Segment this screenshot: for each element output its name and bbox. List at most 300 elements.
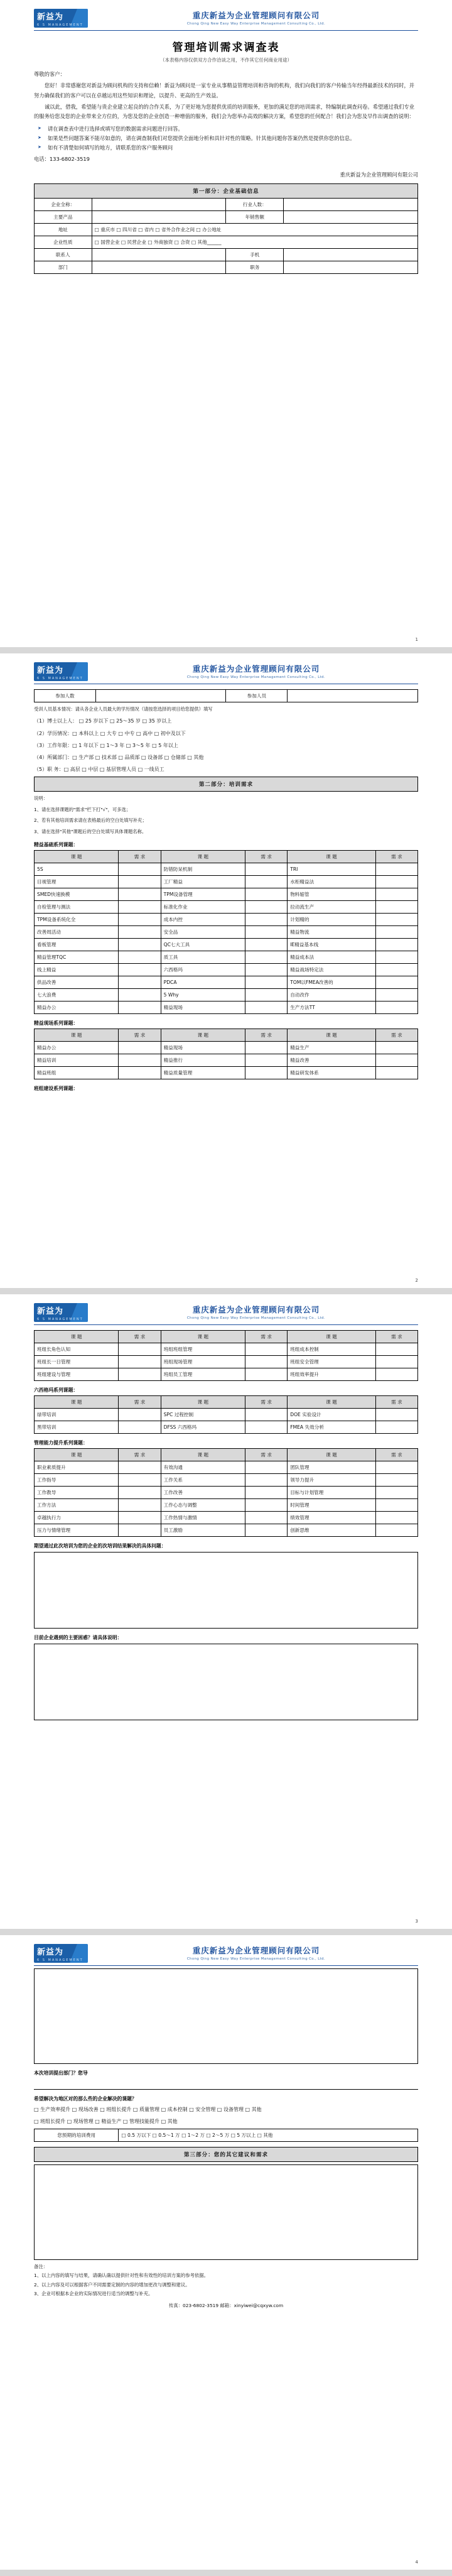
- need-cell[interactable]: [245, 951, 288, 963]
- table-row: [35, 938, 418, 951]
- section4-bar-table: [34, 2147, 418, 2162]
- course-cell: 团队管理: [288, 1461, 376, 1474]
- table-row: [35, 863, 418, 875]
- need-cell[interactable]: [245, 963, 288, 976]
- course-cell: 班组建设与管理: [35, 1368, 119, 1381]
- course-cell: 班组现场管理: [161, 1356, 245, 1368]
- note-1: 1、请在选择课题的"需求"栏下打"√"，可多选；: [34, 806, 131, 812]
- need-cell[interactable]: [245, 1066, 288, 1079]
- need-cell[interactable]: [245, 1001, 288, 1013]
- course-cell: 标准化作业: [161, 900, 245, 913]
- need-cell[interactable]: [245, 1461, 288, 1474]
- need-cell[interactable]: [119, 1474, 161, 1487]
- table-row: [35, 1001, 418, 1013]
- edu-row[interactable]: （5）职 务：□ 高层 □ 中层 □ 基层管理人员 □ 一线员工: [34, 767, 164, 773]
- header-company-en: Chong Qing New Easy Way Enterprise Management Consulting Co., Ltd.: [186, 22, 326, 26]
- table-row: [35, 988, 418, 1001]
- course-cell: 压力与情绪管理: [35, 1524, 119, 1537]
- page-subtitle: （本表格内容仅供双方合作洽谈之用，不作其它任何商业用途）: [160, 57, 292, 63]
- course-cell: 班组长角色认知: [35, 1343, 119, 1356]
- need-cell[interactable]: [119, 1421, 161, 1434]
- need-cell[interactable]: [119, 863, 161, 875]
- table-row: [35, 1461, 418, 1474]
- col-header: 需 求: [119, 850, 161, 863]
- course-cell: 供品改善: [35, 976, 119, 988]
- col-header: 需 求: [245, 850, 288, 863]
- table-row: [35, 1368, 418, 1381]
- need-cell[interactable]: [375, 1512, 417, 1524]
- col-header: 需 求: [375, 1396, 417, 1409]
- course-cell: QC七大工具: [161, 938, 245, 951]
- course-cell: 自动改作: [288, 988, 376, 1001]
- table-row: [35, 1499, 418, 1512]
- page-header: [34, 662, 418, 681]
- course-cell: 看板管理: [35, 938, 119, 951]
- course-cell: 七大浪费: [35, 988, 119, 1001]
- need-cell[interactable]: [375, 1524, 417, 1537]
- need-cell[interactable]: [375, 988, 417, 1001]
- logo-text: 新益为: [37, 1948, 64, 1957]
- need-cell[interactable]: [119, 951, 161, 963]
- free-answer-box-bottom[interactable]: [34, 2164, 418, 2260]
- course-cell: 工作关系: [161, 1474, 245, 1487]
- col-header: 课 题: [288, 1449, 376, 1461]
- course-cell: 六西格玛: [161, 963, 245, 976]
- col-header: 课 题: [288, 1331, 376, 1343]
- course-cell: 5 Why: [161, 988, 245, 1001]
- question-1-answer[interactable]: [34, 1552, 418, 1629]
- need-cell[interactable]: [245, 875, 288, 888]
- need-cell[interactable]: [375, 1001, 417, 1013]
- need-cell[interactable]: [375, 1041, 417, 1054]
- need-cell[interactable]: [245, 1499, 288, 1512]
- need-cell[interactable]: [119, 963, 161, 976]
- course-cell: 班组班组管理: [161, 1343, 245, 1356]
- col-header: 需 求: [245, 1029, 288, 1041]
- field-company-name[interactable]: [92, 198, 226, 210]
- course-cell: 班组安全管理: [288, 1356, 376, 1368]
- edu-row[interactable]: （2）学历情况：□ 本科以上 □ 大专 □ 中专 □ 高中 □ 初中及以下: [34, 730, 186, 736]
- course-cell: DFSS 六西格玛: [161, 1421, 245, 1434]
- need-cell[interactable]: [375, 1474, 417, 1487]
- col-header: 课 题: [35, 1029, 119, 1041]
- course-cell: 成本内控: [161, 913, 245, 925]
- free-answer-box-top[interactable]: [34, 1968, 418, 2064]
- need-cell[interactable]: [245, 976, 288, 988]
- need-cell[interactable]: [375, 875, 417, 888]
- footnote-title: 备注：: [34, 2264, 48, 2270]
- col-header: 需 求: [375, 1331, 417, 1343]
- question-2-answer[interactable]: [34, 1644, 418, 1720]
- need-cell[interactable]: [375, 963, 417, 976]
- page-number: 1: [415, 637, 418, 642]
- need-cell[interactable]: [119, 1409, 161, 1421]
- need-cell[interactable]: [245, 1041, 288, 1054]
- course-cell: TPM设备管理: [161, 888, 245, 900]
- logo-text: 新益为: [37, 666, 64, 675]
- signature-line: 重庆新益为企业管理顾问有限公司: [340, 171, 418, 178]
- label-position: 职务: [226, 261, 284, 273]
- course-cell: 质工具: [161, 951, 245, 963]
- need-cell[interactable]: [119, 1041, 161, 1054]
- question-4-options-row2[interactable]: □ 班组长提升 □ 现场管理 □ 精益生产 □ 管理技能提升 □ 其他: [34, 2119, 178, 2125]
- need-cell[interactable]: [245, 1487, 288, 1499]
- label-sales: 年销售额: [226, 210, 284, 223]
- course-cell: 精益生产: [288, 1041, 376, 1054]
- budget-table: [34, 2129, 418, 2142]
- section1-bar: 第一部分：企业基础信息: [35, 183, 418, 198]
- course-cell: 目标与计划管理: [288, 1487, 376, 1499]
- table-row: [35, 1474, 418, 1487]
- need-cell[interactable]: [119, 988, 161, 1001]
- label-budget: 您预期的培训费用: [35, 2129, 119, 2142]
- cat1-title: 精益基础系列课题：: [34, 841, 78, 848]
- course-cell: FMEA 失效分析: [288, 1421, 376, 1434]
- col-header: 需 求: [375, 850, 417, 863]
- field-industry[interactable]: [284, 198, 418, 210]
- page-number: 2: [415, 1278, 418, 1283]
- need-cell[interactable]: [375, 1421, 417, 1434]
- course-cell: 防错防呆机制: [161, 863, 245, 875]
- section1-table: [34, 183, 418, 274]
- course-cell: 精益班组: [35, 1066, 119, 1079]
- course-cell: 有效沟通: [161, 1461, 245, 1474]
- need-cell[interactable]: [245, 863, 288, 875]
- company-logo: [34, 1303, 88, 1322]
- edu-row[interactable]: （4）所属部门：□ 生产部 □ 技术部 □ 品质部 □ 设备部 □ 仓储部 □ 其他: [34, 754, 204, 760]
- logo-subtext: 6 S MANAGEMENT: [37, 1318, 83, 1321]
- course-cell: 班组长一日管理: [35, 1356, 119, 1368]
- table-row: [35, 888, 418, 900]
- need-cell[interactable]: [119, 1054, 161, 1066]
- course-cell: 工作改善: [161, 1487, 245, 1499]
- label-industry: 行业人数：: [226, 198, 284, 210]
- need-cell[interactable]: [119, 888, 161, 900]
- col-header: 课 题: [161, 1396, 245, 1409]
- table-row: [35, 875, 418, 888]
- course-cell: 安全品: [161, 925, 245, 938]
- course-cell: 班组成本控制: [288, 1343, 376, 1356]
- course-cell: 生产方法TT: [288, 1001, 376, 1013]
- field-participants[interactable]: [95, 690, 226, 702]
- course-cell: 线上精益: [35, 963, 119, 976]
- course-cell: 精益研发体系: [288, 1066, 376, 1079]
- course-cell: 物料缩管: [288, 888, 376, 900]
- intro-paragraph-1: 您好！非常感谢您对新益为顾问机构的支持和信赖！新益为顾问是一家专业从事精益管理培训和咨询的机构，我们向我们的客户传输当年经得最新技术的同时，并努力确保我们的客户可以在卓越运用这些知识和理论，以提升、更高的生产效益。: [34, 82, 415, 99]
- need-cell[interactable]: [119, 938, 161, 951]
- need-cell[interactable]: [245, 1512, 288, 1524]
- table-row: [35, 925, 418, 938]
- need-cell[interactable]: [375, 863, 417, 875]
- salutation: 尊敬的客户：: [34, 71, 65, 77]
- label-company-name: 企业全称：: [35, 198, 92, 210]
- need-cell[interactable]: [245, 913, 288, 925]
- need-cell[interactable]: [245, 1054, 288, 1066]
- need-cell[interactable]: [245, 1368, 288, 1381]
- label-contact: 联系人: [35, 248, 92, 261]
- course-cell: 5S: [35, 863, 119, 875]
- course-cell: 员工激励: [161, 1524, 245, 1537]
- header-divider: [34, 1324, 418, 1325]
- field-participant-type[interactable]: [288, 690, 418, 702]
- need-cell[interactable]: [119, 1343, 161, 1356]
- footnote-item: 3、企业可根据本企业的实际情况进行适当的调整与补充。: [34, 2290, 153, 2296]
- footer-contact: 传真：023-6802-3519 邮箱：xinyiwei@cqxyw.com: [168, 2302, 284, 2308]
- col-header: 需 求: [119, 1449, 161, 1461]
- need-cell[interactable]: [375, 888, 417, 900]
- note-title: 说明：: [34, 795, 48, 802]
- course-cell: 精益培训: [35, 1054, 119, 1066]
- col-header: 需 求: [375, 1449, 417, 1461]
- course-cell: 精益办公: [35, 1001, 119, 1013]
- col-header: 需 求: [119, 1396, 161, 1409]
- edu-row[interactable]: （1）博士以上人： □ 25 岁以下 □ 25～35 岁 □ 35 岁以上: [34, 718, 172, 724]
- question-3-answer[interactable]: [34, 2078, 418, 2090]
- need-cell[interactable]: [375, 1066, 417, 1079]
- col-header: 需 求: [245, 1396, 288, 1409]
- cat2-title: 精益现场系列课题：: [34, 1020, 78, 1026]
- label-product: 主要产品: [35, 210, 92, 223]
- need-cell[interactable]: [245, 1421, 288, 1434]
- cat-c-table: [34, 1448, 418, 1537]
- footnote-item: 1、以上内容的填写与结果，请确认确以提供针对性和有效性的培训方案的参考依据。: [34, 2273, 209, 2279]
- need-cell[interactable]: [375, 1461, 417, 1474]
- course-cell: TOM以FMEA改善的: [288, 976, 376, 988]
- field-budget-options[interactable]: □ 0.5 万以下 □ 0.5～1 万 □ 1～2 万 □ 2～5 万 □ 5 万以上 □ 其他: [119, 2129, 418, 2142]
- edu-intro: 受训人员基本情况：请从各企业人员最大的学历情况（请按您选择的项目给您提供）填写: [34, 706, 213, 712]
- table-row: [35, 913, 418, 925]
- question-3-label: 本次培训提出部门？您导: [34, 2070, 88, 2076]
- page-2: [0, 653, 452, 1288]
- field-dept[interactable]: [92, 261, 226, 273]
- question-1-label: 期望通过此次培训为您的企业的次培训结果解决的具体问题：: [34, 1543, 166, 1549]
- course-cell: SPC 过程控制: [161, 1409, 245, 1421]
- col-header: 课 题: [35, 1331, 119, 1343]
- need-cell[interactable]: [119, 1487, 161, 1499]
- company-logo: [34, 9, 88, 28]
- need-cell[interactable]: [119, 1066, 161, 1079]
- page-number: 4: [415, 2560, 418, 2565]
- need-cell[interactable]: [245, 1524, 288, 1537]
- need-cell[interactable]: [119, 1356, 161, 1368]
- need-cell[interactable]: [119, 875, 161, 888]
- field-mobile[interactable]: [284, 248, 418, 261]
- question-2-label: 目前企业遇到的主要困惑？请具体说明：: [34, 1635, 122, 1640]
- cat-b-title: 六西格玛系列课题：: [34, 1387, 78, 1393]
- company-logo: [34, 662, 88, 681]
- table-row: [35, 1409, 418, 1421]
- header-divider: [34, 1965, 418, 1966]
- need-cell[interactable]: [245, 1474, 288, 1487]
- need-cell[interactable]: [375, 900, 417, 913]
- section4-bar: 第三部分：您的其它建议和需求: [35, 2148, 418, 2162]
- course-cell: 班组员工管理: [161, 1368, 245, 1381]
- list-item: ➤ 请在调查表中进行选择或填写您的数据需求问题进行回答。: [34, 124, 418, 134]
- need-cell[interactable]: [375, 1356, 417, 1368]
- table-row: [35, 1524, 418, 1537]
- cat-a-table: [34, 1330, 418, 1381]
- need-cell[interactable]: [375, 1409, 417, 1421]
- course-cell: TRI: [288, 863, 376, 875]
- need-cell[interactable]: [375, 976, 417, 988]
- page-1: [0, 0, 452, 647]
- course-cell: 工作方法: [35, 1499, 119, 1512]
- course-cell: 拉动流生产: [288, 900, 376, 913]
- course-cell: 精益办公: [35, 1041, 119, 1054]
- table-row: [35, 1512, 418, 1524]
- label-mobile: 手机: [226, 248, 284, 261]
- need-cell[interactable]: [119, 900, 161, 913]
- col-header: 课 题: [288, 1396, 376, 1409]
- cat-b-table: [34, 1395, 418, 1434]
- footnote-item: 2、以上内容及可以根据客户不同需要定制的内容的增加更改与调整和建议。: [34, 2281, 190, 2288]
- course-cell: 领导力提升: [288, 1474, 376, 1487]
- note-3: 3、请在选择"其他"课题后的空白处填写具体课题名称。: [34, 828, 147, 834]
- need-cell[interactable]: [119, 925, 161, 938]
- col-header: 需 求: [119, 1331, 161, 1343]
- course-cell: IE精益基本线: [288, 938, 376, 951]
- course-cell: TPM设备系统化全: [35, 913, 119, 925]
- need-cell[interactable]: [375, 1487, 417, 1499]
- cat-c-title: 管理能力提升系列课题：: [34, 1440, 88, 1446]
- header-company-en: Chong Qing New Easy Way Enterprise Management Consulting Co., Ltd.: [186, 1316, 326, 1320]
- course-cell: 工厂精益: [161, 875, 245, 888]
- need-cell[interactable]: [375, 925, 417, 938]
- need-cell[interactable]: [119, 1461, 161, 1474]
- course-cell: 精益战场特定法: [288, 963, 376, 976]
- need-cell[interactable]: [119, 1499, 161, 1512]
- col-header: 需 求: [375, 1029, 417, 1041]
- course-cell: 目视管理: [35, 875, 119, 888]
- need-cell[interactable]: [375, 1054, 417, 1066]
- page-number: 3: [415, 1919, 418, 1924]
- logo-text: 新益为: [37, 1307, 64, 1316]
- course-cell: 黑带培训: [35, 1421, 119, 1434]
- col-header: 课 题: [288, 1029, 376, 1041]
- need-cell[interactable]: [375, 938, 417, 951]
- table-row: [35, 963, 418, 976]
- course-cell: 工作教导: [35, 1487, 119, 1499]
- need-cell[interactable]: [245, 900, 288, 913]
- need-cell[interactable]: [375, 1499, 417, 1512]
- header-company-cn: 重庆新益为企业管理顾问有限公司: [192, 1946, 320, 1955]
- edu-row[interactable]: （3）工作年限：□ 1 年以下 □ 1～3 年 □ 3～5 年 □ 5 年以上: [34, 742, 178, 748]
- col-header: 课 题: [288, 850, 376, 863]
- question-4-label: 希望解决为地区对的那么些的企业解决的课题？: [34, 2096, 137, 2102]
- field-position[interactable]: [284, 261, 418, 273]
- need-cell[interactable]: [119, 976, 161, 988]
- need-cell[interactable]: [375, 1343, 417, 1356]
- need-cell[interactable]: [375, 1368, 417, 1381]
- page-header: [34, 1944, 418, 1963]
- need-cell[interactable]: [245, 888, 288, 900]
- header-company-cn: 重庆新益为企业管理顾问有限公司: [192, 664, 320, 674]
- need-cell[interactable]: [119, 1368, 161, 1381]
- col-header: 需 求: [245, 1331, 288, 1343]
- course-cell: 精益改善: [288, 1054, 376, 1066]
- page-title: 管理培训需求调查表: [172, 41, 280, 54]
- cat1-table: [34, 850, 418, 1014]
- field-sales[interactable]: [284, 210, 418, 223]
- col-header: 课 题: [35, 850, 119, 863]
- field-address[interactable]: □ 重庆市 □ 四川省 □ 省内 □ 省外合作业之间 □ 办公地址: [92, 223, 417, 236]
- need-cell[interactable]: [119, 1524, 161, 1537]
- label-participants: 参加人数: [35, 690, 96, 702]
- col-header: 课 题: [35, 1449, 119, 1461]
- cat2-table: [34, 1029, 418, 1079]
- field-product[interactable]: [92, 210, 226, 223]
- need-cell[interactable]: [375, 913, 417, 925]
- instruction-list: [34, 124, 418, 153]
- col-header: 课 题: [35, 1396, 119, 1409]
- contact-line: 电话：133-6802-3519: [34, 156, 90, 163]
- course-cell: 精益现场: [161, 1041, 245, 1054]
- need-cell[interactable]: [245, 925, 288, 938]
- need-cell[interactable]: [375, 951, 417, 963]
- label-address: 地址: [35, 223, 92, 236]
- page-header: [34, 9, 418, 28]
- table-row: [35, 976, 418, 988]
- label-nature: 企业性质: [35, 236, 92, 248]
- logo-subtext: 6 S MANAGEMENT: [37, 1958, 83, 1962]
- table-row: [35, 1356, 418, 1368]
- field-contact[interactable]: [92, 248, 226, 261]
- col-header: 课 题: [161, 1331, 245, 1343]
- course-cell: 计划精的: [288, 913, 376, 925]
- need-cell[interactable]: [119, 1512, 161, 1524]
- need-cell[interactable]: [119, 1001, 161, 1013]
- table-row: [35, 1066, 418, 1079]
- course-cell: 绿带培训: [35, 1409, 119, 1421]
- col-header: 课 题: [161, 1449, 245, 1461]
- course-cell: PDCA: [161, 976, 245, 988]
- field-nature[interactable]: □ 国营企业 □ 民营企业 □ 外商独资 □ 合资 □ 其他______: [92, 236, 417, 248]
- need-cell[interactable]: [245, 938, 288, 951]
- need-cell[interactable]: [245, 1409, 288, 1421]
- course-cell: 绩效管理: [288, 1512, 376, 1524]
- col-header: 需 求: [245, 1449, 288, 1461]
- col-header: 课 题: [161, 1029, 245, 1041]
- table-row: [35, 1487, 418, 1499]
- col-header: 需 求: [119, 1029, 161, 1041]
- need-cell[interactable]: [245, 1343, 288, 1356]
- header-company-en: Chong Qing New Easy Way Enterprise Management Consulting Co., Ltd.: [186, 675, 326, 679]
- course-cell: 工作热情与激情: [161, 1512, 245, 1524]
- header-company-en: Chong Qing New Easy Way Enterprise Management Consulting Co., Ltd.: [186, 1957, 326, 1961]
- page-header: [34, 1303, 418, 1322]
- section2-bar-table: [34, 777, 418, 792]
- header-company-cn: 重庆新益为企业管理顾问有限公司: [192, 11, 320, 20]
- course-cell: 时间管理: [288, 1499, 376, 1512]
- footnote-block: [34, 2262, 418, 2298]
- note-2: 2、若有其他培训需求请在表格最后的空白处填写补充；: [34, 817, 147, 824]
- page-4: [0, 1935, 452, 2570]
- course-cell: SMED快速换模: [35, 888, 119, 900]
- question-4-options-row1[interactable]: □ 生产效率提升 □ 现场改善 □ 班组长提升 □ 质量管理 □ 成本控制 □ 安全管理 □ 设备管理 □ 其他: [34, 2107, 262, 2112]
- need-cell[interactable]: [119, 913, 161, 925]
- course-cell: 卓越执行力: [35, 1512, 119, 1524]
- table-row: [35, 951, 418, 963]
- course-cell: 工作心态与调整: [161, 1499, 245, 1512]
- logo-subtext: 6 S MANAGEMENT: [37, 677, 83, 680]
- company-logo: [34, 1944, 88, 1963]
- need-cell[interactable]: [245, 1356, 288, 1368]
- logo-text: 新益为: [37, 13, 64, 22]
- need-cell[interactable]: [245, 988, 288, 1001]
- cat3-title: 班组建设系列课题：: [34, 1085, 78, 1091]
- page-3: [0, 1294, 452, 1929]
- table-row: [35, 1054, 418, 1066]
